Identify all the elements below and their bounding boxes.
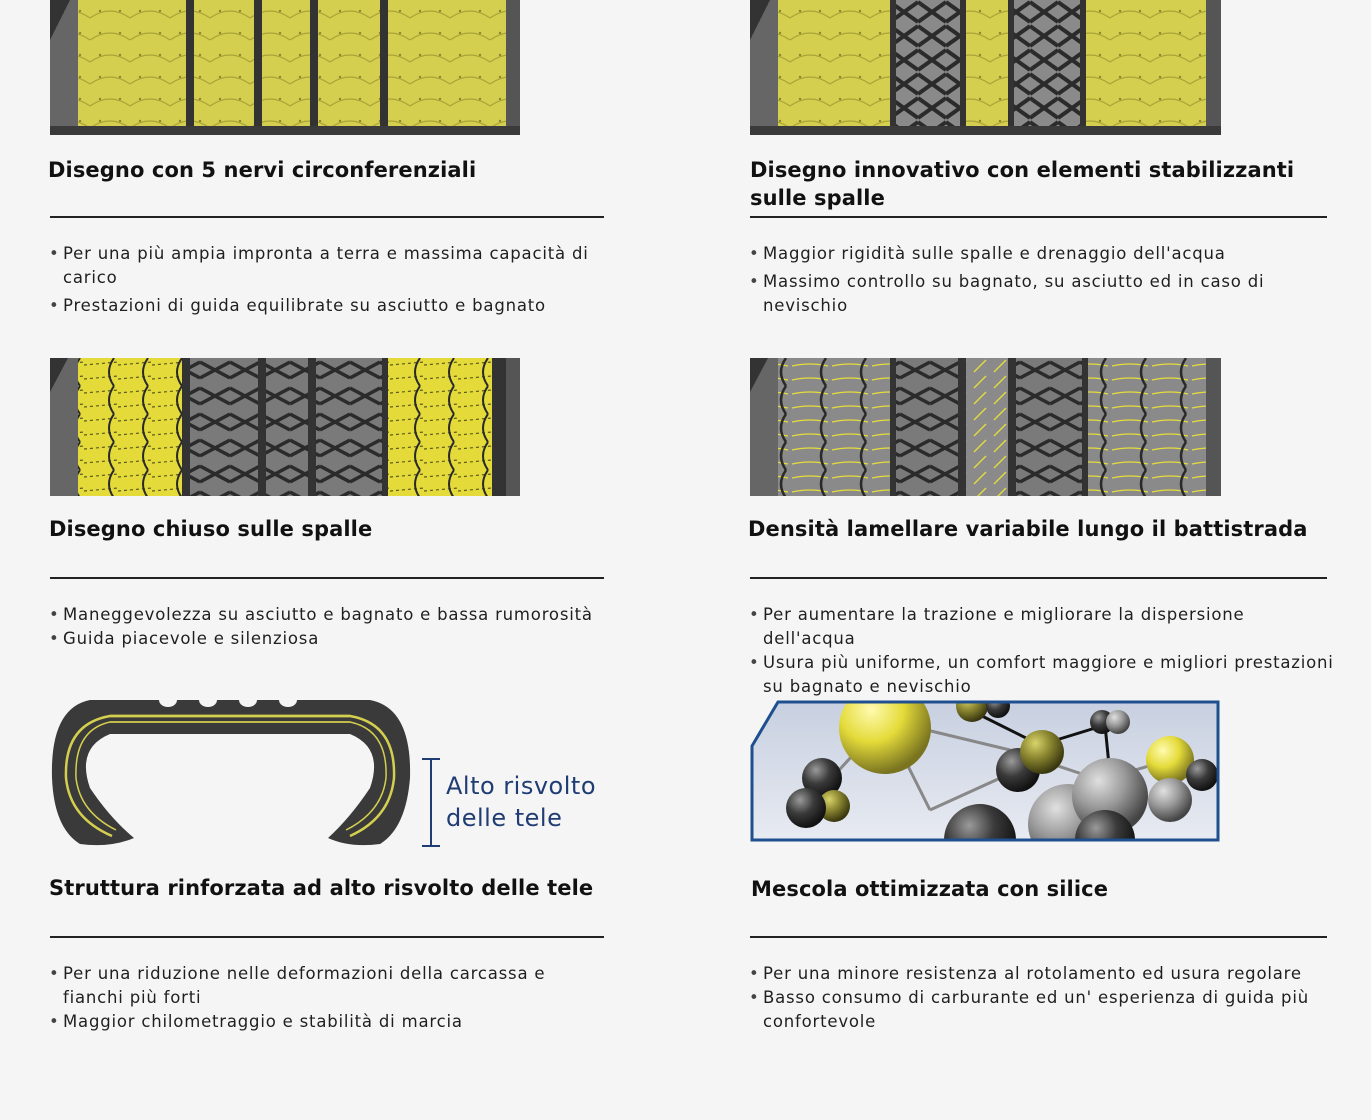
feature-title: Disegno con 5 nervi circonferenziali: [48, 158, 477, 182]
list-item: • Maneggevolezza su asciutto e bagnato e bassa rumorosità: [49, 603, 609, 627]
feature-title: Disegno innovativo con elementi stabilizzanti sulle spalle: [750, 158, 1295, 210]
divider: [50, 577, 604, 579]
feature-title: Mescola ottimizzata con silice: [751, 877, 1109, 901]
feature-title: Struttura rinforzata ad alto risvolto delle tele: [49, 876, 594, 900]
list-item: • Per una minore resistenza al rotolamento ed usura regolare: [749, 962, 1309, 986]
list-item: • Usura più uniforme, un comfort maggiore e migliori prestazioni su bagnato e nevischio: [749, 651, 1339, 699]
feature-title: Disegno chiuso sulle spalle: [49, 517, 373, 541]
tread-sipe-density-icon: [750, 358, 1221, 496]
divider: [750, 216, 1327, 218]
tread-closed-shoulder-icon: [50, 358, 520, 496]
tread-shoulder-stabilizers-icon: [750, 0, 1221, 135]
list-item: • Maggior chilometraggio e stabilità di marcia: [49, 1010, 609, 1034]
feature-bullets: [49, 962, 609, 1038]
divider: [50, 936, 604, 938]
divider: [750, 936, 1327, 938]
feature-bullets: [49, 242, 609, 322]
tire-cross-section-image: [50, 698, 412, 848]
tire-cross-section-icon: [50, 698, 412, 848]
callout-label: Alto risvolto delle tele: [446, 772, 596, 832]
list-item: • Per una più ampia impronta a terra e massima capacità di carico: [49, 242, 609, 290]
list-item: • Prestazioni di guida equilibrate su asciutto e bagnato: [49, 294, 609, 318]
list-item: • Guida piacevole e silenziosa: [49, 627, 609, 651]
list-item: • Per una riduzione nelle deformazioni della carcassa e fianchi più forti: [49, 962, 609, 1010]
feature-bullets: [749, 242, 1349, 318]
feature-bullets: [749, 603, 1339, 703]
list-item: • Massimo controllo su bagnato, su asciutto ed in caso di nevischio: [749, 270, 1349, 318]
feature-bullets: [749, 962, 1309, 1038]
tread-5-ribs-icon: [50, 0, 520, 135]
tread-5-ribs-image: [50, 0, 520, 135]
tread-shoulder-stabilizers-image: [750, 0, 1221, 135]
list-item: • Maggior rigidità sulle spalle e drenaggio dell'acqua: [749, 242, 1349, 266]
tread-sipe-density-image: [750, 358, 1221, 496]
height-bracket-icon: [420, 758, 442, 848]
silica-molecules-image: [750, 700, 1220, 842]
feature-bullets: [49, 603, 609, 655]
list-item: • Per aumentare la trazione e migliorare la dispersione dell'acqua: [749, 603, 1339, 651]
divider: [50, 216, 604, 218]
divider: [750, 577, 1327, 579]
silica-molecules-icon: [750, 700, 1220, 842]
list-item: • Basso consumo di carburante ed un' esperienza di guida più confortevole: [749, 986, 1309, 1034]
feature-title: Densità lamellare variabile lungo il battistrada: [748, 517, 1308, 541]
tread-closed-shoulder-image: [50, 358, 520, 496]
